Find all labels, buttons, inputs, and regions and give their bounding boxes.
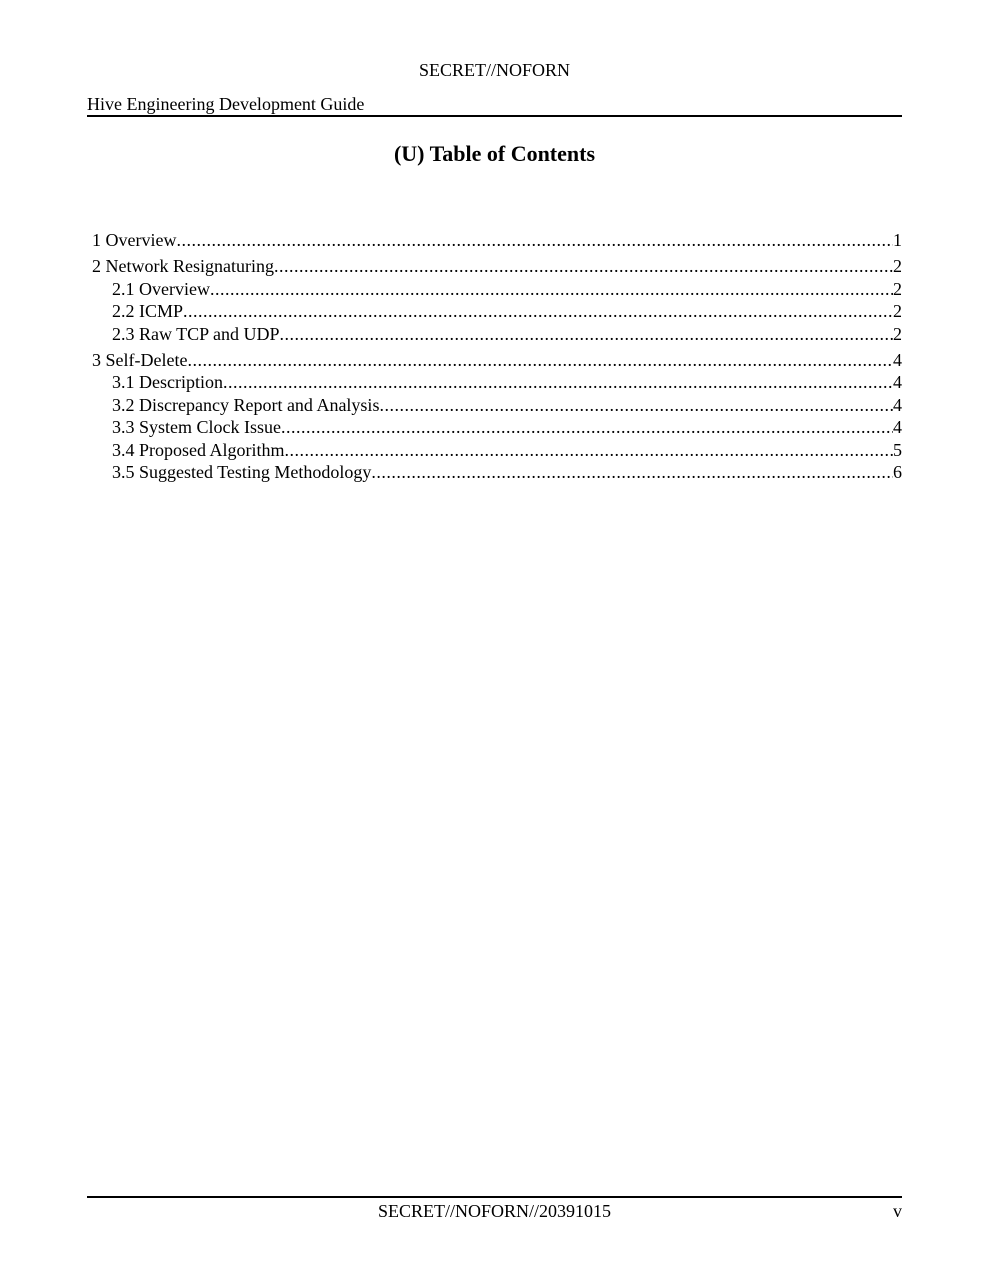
- toc-entry-page: 2: [893, 278, 902, 299]
- toc-entry-label: 2 Network Resignaturing: [92, 256, 274, 277]
- toc-entry-page: 4: [893, 394, 902, 415]
- running-header-document-title: Hive Engineering Development Guide: [87, 93, 902, 117]
- toc-entry-1-overview[interactable]: [92, 229, 902, 251]
- toc-entry-3-self-delete[interactable]: [92, 349, 902, 371]
- toc-entry-page: 2: [893, 301, 902, 322]
- toc-dot-leader: [210, 278, 893, 300]
- toc-dot-leader: [274, 255, 893, 277]
- toc-entry-2-3-raw-tcp-and-udp[interactable]: [92, 323, 902, 345]
- toc-entry-label: 3.2 Discrepancy Report and Analysis: [112, 394, 380, 415]
- footer-divider: [87, 1196, 902, 1198]
- page-number: v: [893, 1201, 902, 1221]
- toc-dot-leader: [285, 439, 893, 461]
- toc-dot-leader: [379, 394, 893, 416]
- toc-entry-label: 2.2 ICMP: [112, 301, 184, 322]
- toc-entry-3-5-suggested-testing-methodology[interactable]: [92, 461, 902, 483]
- toc-entry-label: 3.5 Suggested Testing Methodology: [112, 462, 372, 483]
- toc-dot-leader: [371, 461, 893, 483]
- toc-entry-label: 3 Self-Delete: [92, 350, 188, 371]
- toc-entry-page: 1: [893, 230, 902, 250]
- toc-title: (U) Table of Contents: [393, 141, 596, 166]
- toc-entry-label: 3.4 Proposed Algorithm: [112, 439, 285, 460]
- toc-dot-leader: [281, 416, 893, 438]
- header-classification-marking: SECRET//NOFORN: [418, 60, 571, 80]
- toc-entry-page: 2: [893, 323, 902, 344]
- toc-entry-3-1-description[interactable]: [92, 371, 902, 393]
- toc-entry-label: 3.3 System Clock Issue: [112, 417, 281, 438]
- toc-entry-2-network-resignaturing[interactable]: [92, 255, 902, 277]
- toc-entry-label: 2.1 Overview: [112, 278, 210, 299]
- toc-entry-page: 5: [893, 439, 902, 460]
- toc-entry-label: 2.3 Raw TCP and UDP: [112, 323, 280, 344]
- toc-entry-page: 6: [893, 462, 902, 483]
- toc-entry-2-2-icmp[interactable]: [92, 300, 902, 322]
- toc-entry-page: 4: [893, 350, 902, 371]
- toc-entry-3-2-discrepancy-report-and-analysis[interactable]: [92, 394, 902, 416]
- toc-dot-leader: [223, 371, 893, 393]
- footer-classification-marking: SECRET//NOFORN//20391015: [377, 1201, 612, 1221]
- toc-entry-page: 4: [893, 372, 902, 393]
- toc-dot-leader: [176, 229, 893, 251]
- toc-entry-label: 1 Overview: [92, 230, 177, 250]
- toc-entry-page: 2: [893, 256, 902, 277]
- toc-entry-label: 3.1 Description: [112, 372, 223, 393]
- toc-dot-leader: [187, 349, 893, 371]
- toc-entry-3-4-proposed-algorithm[interactable]: [92, 439, 902, 461]
- toc-dot-leader: [183, 300, 893, 322]
- toc-dot-leader: [280, 323, 893, 345]
- table-of-contents: [92, 229, 902, 483]
- toc-entry-3-3-system-clock-issue[interactable]: [92, 416, 902, 438]
- toc-entry-2-1-overview[interactable]: [92, 278, 902, 300]
- toc-entry-page: 4: [893, 417, 902, 438]
